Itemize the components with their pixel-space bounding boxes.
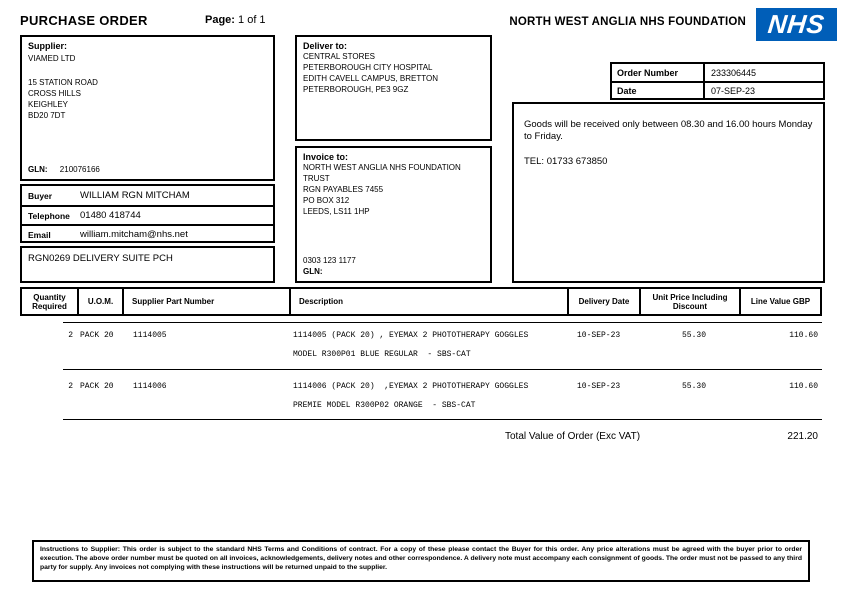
item-unit-price: 55.30 [681,331,706,340]
nhs-logo [756,8,837,41]
item-uom: PACK 20 [80,382,114,391]
deliver-to-line: CENTRAL STORES [303,52,376,61]
row-separator [63,419,822,420]
order-number-value: 233306445 [711,67,757,78]
supplier-address-line: KEIGHLEY [28,100,69,109]
email-value: william.mitcham@nhs.net [80,229,188,240]
deliver-to-label: Deliver to: [303,41,348,51]
organisation-name: NORTH WEST ANGLIA NHS FOUNDATION [509,16,746,28]
invoice-to-label: Invoice to: [303,152,349,162]
telephone-label: Telephone [28,210,70,221]
invoice-to-box [295,146,492,283]
item-part-number: 1114005 [133,331,167,340]
item-quantity: 2 [68,331,73,340]
item-delivery-date: 10-SEP-23 [577,382,621,391]
requisition-text: RGN0269 DELIVERY SUITE PCH [28,253,173,264]
order-date-value: 07-SEP-23 [711,85,756,96]
invoice-to-line: PO BOX 312 [303,196,350,205]
item-line-value: 110.60 [789,331,818,340]
item-unit-price: 55.30 [681,382,706,391]
page-title: PURCHASE ORDER [20,13,148,28]
telephone-row [22,205,273,224]
col-delivery-date: Delivery Date [569,289,641,314]
goods-notice-text: Goods will be received only between 08.30 and 16.00 hours Monday to Friday. [524,119,813,142]
invoice-to-line: RGN PAYABLES 7455 [303,185,384,194]
buyer-box [20,184,275,243]
col-line-value: Line Value GBP [750,297,811,306]
supplier-instructions-box [32,540,810,582]
buyer-row [22,186,273,205]
order-total-value: 221.20 [787,431,818,442]
item-description-line1: 1114005 (PACK 20) , EYEMAX 2 PHOTOTHERAPY GOGGLES [293,331,529,340]
order-number-label: Order Number [612,64,705,81]
invoice-to-line: NORTH WEST ANGLIA NHS FOUNDATION TRUST [303,163,461,183]
item-description-line1: 1114006 (PACK 20) ,EYEMAX 2 PHOTOTHERAPY GOGGLES [293,382,529,391]
invoice-to-line: LEEDS, LS11 1HP [303,207,370,216]
items-table-header [20,287,822,316]
item-description-line2: PREMIE MODEL R300P02 ORANGE - SBS-CAT [293,401,476,410]
col-supplier-part-number: Supplier Part Number [124,289,291,314]
nhs-logo-text: NHS [766,9,827,39]
item-uom: PACK 20 [80,331,114,340]
requisition-box [20,246,275,283]
goods-notice-tel: TEL: 01733 673850 [524,156,608,167]
supplier-name: VIAMED LTD [28,54,76,63]
item-line-value: 110.60 [789,382,818,391]
col-quantity-required: Quantity Required [22,289,79,314]
order-total-label: Total Value of Order (Exc VAT) [505,431,641,442]
page-indicator [205,14,266,26]
header-rule [63,322,822,323]
supplier-label: Supplier: [28,41,68,51]
supplier-box [20,35,275,181]
col-description: Description [291,289,569,314]
goods-notice-box [512,102,825,283]
deliver-to-line: EDITH CAVELL CAMPUS, BRETTON [303,74,438,83]
page-label: Page: [205,14,235,26]
item-part-number: 1114006 [133,382,167,391]
order-number-row [612,64,823,81]
email-row [22,224,273,243]
col-unit-price: Unit Price Including Discount [641,289,741,314]
deliver-to-box [295,35,492,141]
item-delivery-date: 10-SEP-23 [577,331,621,340]
order-info-box [610,62,825,100]
supplier-gln-value: 210076166 [59,165,100,174]
col-uom: U.O.M. [79,289,124,314]
invoice-gln-label: GLN: [303,267,323,276]
row-separator [63,369,822,370]
order-date-row [612,81,823,98]
supplier-address-line: BD20 7DT [28,111,66,120]
supplier-gln [28,165,100,174]
supplier-address-line: CROSS HILLS [28,89,81,98]
item-quantity: 2 [68,382,73,391]
buyer-label: Buyer [28,190,53,201]
order-date-label: Date [612,83,705,98]
page-value: 1 of 1 [238,14,266,26]
supplier-instructions-text: Instructions to Supplier: This order is subject to the standard NHS Terms and Conditions of contract. For a copy of these please contact the Buyer for this order. Any price alterations must be agreed with the buyer prior to order execution. The above order number must be quoted on all invoices, acknowledgements, delivery notes and other correspondence. A delivery note must accompany each consignment of goods. The order must not be passed to any third party for supply. Any invoices not complying with these instructions will be returned unpaid to the supplier. [40,546,802,572]
email-label: Email [28,229,51,240]
buyer-value: WILLIAM RGN MITCHAM [80,190,190,201]
supplier-gln-label: GLN: [28,165,48,174]
deliver-to-line: PETERBOROUGH, PE3 9GZ [303,85,409,94]
invoice-phone: 0303 123 1177 [303,256,356,265]
telephone-value: 01480 418744 [80,210,141,221]
item-description-line2: MODEL R300P01 BLUE REGULAR - SBS-CAT [293,350,471,359]
deliver-to-line: PETERBOROUGH CITY HOSPITAL [303,63,433,72]
supplier-address-line: 15 STATION ROAD [28,78,98,87]
